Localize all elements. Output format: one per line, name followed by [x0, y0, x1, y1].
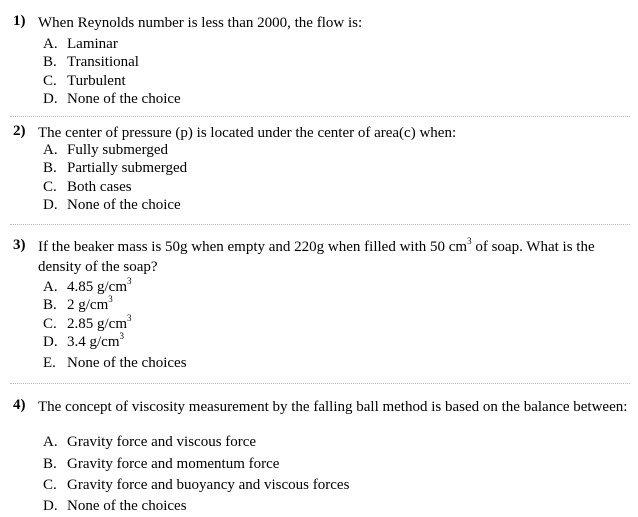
question-4-number: 4)	[13, 397, 26, 413]
option-letter: C.	[43, 179, 57, 195]
option-text: None of the choices	[67, 355, 187, 371]
question-3-option-a[interactable]	[43, 276, 132, 296]
question-2-text: The center of pressure (p) is located under the center of area(c) when:	[38, 125, 457, 141]
option-text: Turbulent	[67, 73, 126, 89]
question-4-option-c[interactable]	[43, 477, 349, 494]
option-text: Partially submerged	[67, 160, 188, 176]
superscript: 3	[127, 313, 132, 323]
option-text: Laminar	[67, 36, 118, 52]
option-text: None of the choices	[67, 498, 187, 514]
option-text: 4.85 g/cm	[67, 279, 127, 295]
question-3-number: 3)	[13, 237, 26, 253]
option-letter: D.	[43, 334, 58, 350]
question-3-option-e[interactable]	[43, 355, 187, 372]
option-letter: B.	[43, 297, 57, 313]
question-1-number: 1)	[13, 13, 26, 29]
question-2-number: 2)	[13, 123, 26, 139]
question-2-option-b[interactable]	[43, 160, 187, 177]
option-letter: D.	[43, 498, 58, 514]
option-text: Fully submerged	[67, 142, 168, 158]
option-text: Transitional	[67, 54, 139, 70]
option-letter: C.	[43, 477, 57, 493]
question-4-option-d[interactable]	[43, 498, 187, 515]
question-1-option-b[interactable]	[43, 54, 139, 71]
option-text: 2 g/cm	[67, 297, 109, 313]
option-letter: C.	[43, 316, 57, 332]
option-letter: E.	[43, 355, 56, 371]
option-letter: B.	[43, 160, 57, 176]
option-letter: A.	[43, 434, 58, 450]
option-text: Gravity force and viscous force	[67, 434, 257, 450]
option-text: Gravity force and momentum force	[67, 456, 280, 472]
question-divider	[10, 383, 630, 384]
question-3-text-part-2: of soap. What is the density of the soap?	[38, 239, 595, 275]
option-letter: B.	[43, 456, 57, 472]
option-text: Both cases	[67, 179, 132, 195]
option-letter: D.	[43, 197, 58, 213]
option-letter: A.	[43, 36, 58, 52]
question-1-text: When Reynolds number is less than 2000, the flow is:	[38, 15, 363, 31]
question-4-text: The concept of viscosity measurement by the falling ball method is based on the balance between:	[38, 399, 628, 415]
question-1-option-a[interactable]	[43, 36, 118, 53]
superscript: 3	[119, 331, 124, 341]
question-3-option-c[interactable]	[43, 313, 132, 333]
question-3-text-part-1: If the beaker mass is 50g when empty and 220g when filled with 50 cm	[38, 239, 468, 255]
option-text: None of the choice	[67, 197, 181, 213]
option-text: None of the choice	[67, 91, 181, 107]
question-2-option-a[interactable]	[43, 142, 168, 159]
question-4-option-b[interactable]	[43, 456, 279, 473]
question-divider	[10, 224, 630, 225]
option-letter: A.	[43, 279, 58, 295]
question-1-option-d[interactable]	[43, 91, 181, 108]
question-3-option-d[interactable]	[43, 331, 124, 351]
question-4-option-a[interactable]	[43, 434, 256, 451]
question-3-option-b[interactable]	[43, 294, 113, 314]
superscript: 3	[127, 276, 132, 286]
option-text: 2.85 g/cm	[67, 316, 127, 332]
question-2-option-d[interactable]	[43, 197, 181, 214]
question-2-option-c[interactable]	[43, 179, 132, 196]
option-letter: D.	[43, 91, 58, 107]
option-letter: C.	[43, 73, 57, 89]
option-letter: A.	[43, 142, 58, 158]
option-text: Gravity force and buoyancy and viscous forces	[67, 477, 350, 493]
superscript: 3	[108, 294, 113, 304]
option-letter: B.	[43, 54, 57, 70]
question-3-text	[38, 237, 634, 277]
option-text: 3.4 g/cm	[67, 334, 120, 350]
question-1-option-c[interactable]	[43, 73, 126, 90]
superscript: 3	[467, 236, 472, 246]
question-divider	[10, 116, 630, 117]
